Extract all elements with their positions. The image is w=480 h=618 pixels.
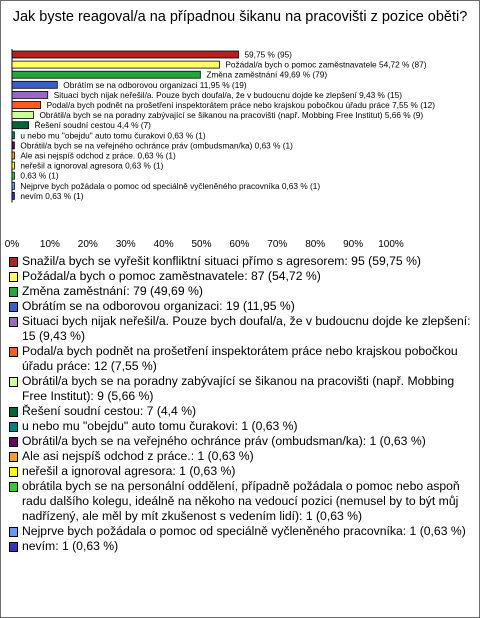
bar-2 bbox=[12, 61, 219, 68]
bar-9 bbox=[12, 132, 14, 139]
data-label-2: Požádal/a bych o pomoc zaměstnavatele 54,72 % (87) bbox=[225, 59, 427, 70]
x-tick-label: 10% bbox=[39, 239, 60, 250]
chart-title: Jak byste reagoval/a na případnou šikanu na pracovišti z pozice oběti? bbox=[12, 9, 468, 25]
legend-label: Řešení soudní cestou: 7 (4,4 %) bbox=[22, 404, 197, 418]
bar-8 bbox=[12, 122, 29, 129]
legend-item bbox=[9, 479, 471, 524]
data-label-9: u nebo mu "obejdu" auto tomu čurakovi 0,63 % (1) bbox=[20, 130, 206, 141]
x-tick-label: 70% bbox=[267, 239, 288, 250]
bar-11 bbox=[12, 152, 14, 159]
legend-item bbox=[9, 299, 471, 314]
bar-6 bbox=[12, 102, 41, 109]
legend-label: neřešil a ignoroval agresora: 1 (0,63 %) bbox=[22, 464, 236, 478]
legend-swatch bbox=[9, 527, 18, 537]
legend-label: nevím: 1 (0,63 %) bbox=[22, 539, 119, 553]
bar-10 bbox=[12, 142, 14, 149]
data-label-1: 59,75 % (95) bbox=[244, 49, 292, 60]
legend-label: Změna zaměstnání: 79 (49,69 %) bbox=[22, 284, 203, 298]
legend-label: Nejprve bych požádala o pomoc od speciálně vyčleněného pracovníka: 1 (0,63 %) bbox=[22, 524, 466, 538]
legend-item bbox=[9, 344, 471, 374]
bar-5 bbox=[12, 91, 48, 98]
legend-label: Obrátím se na odborovou organizaci: 19 (11,95 %) bbox=[22, 299, 295, 313]
legend-swatch bbox=[9, 452, 18, 462]
legend-swatch bbox=[9, 302, 18, 312]
data-label-15: nevím 0,63 % (1) bbox=[20, 190, 84, 201]
bar-13 bbox=[12, 172, 14, 179]
legend-swatch bbox=[9, 347, 18, 357]
legend-item bbox=[9, 449, 471, 464]
data-label-12: neřešil a ignoroval agresora 0,63 % (1) bbox=[20, 160, 164, 171]
x-tick-label: 60% bbox=[229, 239, 250, 250]
legend-swatch bbox=[9, 437, 18, 447]
legend-label: Ale asi nejspíš odchod z práce.: 1 (0,63 %) bbox=[22, 449, 254, 463]
legend-swatch bbox=[9, 422, 18, 432]
bar-7 bbox=[12, 112, 33, 119]
legend-swatch bbox=[9, 317, 18, 327]
x-tick-label: 80% bbox=[305, 239, 326, 250]
data-label-10: Obrátil/a bych se na veřejného ochránce práv (ombudsman/ka) 0,63 % (1) bbox=[20, 140, 293, 151]
legend-label: u nebo mu "obejdu" auto tomu čurakovi: 1 (0,63 %) bbox=[22, 419, 298, 433]
legend-swatch bbox=[9, 272, 18, 282]
data-label-8: Řešení soudní cestou 4,4 % (7) bbox=[34, 120, 151, 131]
legend-swatch bbox=[9, 407, 18, 417]
data-label-7: Obrátil/a bych se na poradny zabývající se šikanou na pracovišti (např. Mobbing Free Institut) 5,66 % (9) bbox=[39, 110, 424, 121]
legend-label: Podal/a bych podnět na prošetření inspektorátem práce nebo krajskou pobočkou úřadu práce: 12 (7,55 %) bbox=[22, 344, 458, 373]
legend-label: obrátila bych se na personální oddělení, případně požádala o pomoc nebo aspoň radu dalšího kolegu, ideálně na někoho na vedoucí pozici (nemusel by to být můj nadřízený, ale měl by mít zkušenost s vedením lidí): 1 (0,63 %) bbox=[22, 479, 460, 523]
x-tick-label: 0% bbox=[4, 239, 20, 250]
x-tick-label: 20% bbox=[77, 239, 98, 250]
legend bbox=[9, 254, 471, 554]
legend-swatch bbox=[9, 542, 18, 552]
legend-item bbox=[9, 314, 471, 344]
bar-3 bbox=[12, 71, 200, 78]
legend-item bbox=[9, 254, 471, 269]
legend-label: Obrátil/a bych se na poradny zabývající se šikanou na pracovišti (např. Mobbing Free Institut): 9 (5,66 %) bbox=[22, 374, 455, 403]
x-tick-label: 90% bbox=[343, 239, 364, 250]
legend-label: Snažil/a bych se vyřešit konfliktní situaci přímo s agresorem: 95 (59,75 %) bbox=[22, 254, 421, 268]
legend-item bbox=[9, 284, 471, 299]
legend-swatch bbox=[9, 377, 18, 387]
data-label-14: Nejprve bych požádala o pomoc od speciálně vyčleněného pracovníka 0,63 % (1) bbox=[20, 180, 321, 191]
bar-chart bbox=[1, 1, 479, 251]
bar-1 bbox=[12, 51, 238, 58]
bar-15 bbox=[12, 192, 14, 199]
bar-14 bbox=[12, 182, 14, 189]
legend-swatch bbox=[9, 467, 18, 477]
x-tick-label: 30% bbox=[115, 239, 136, 250]
legend-item bbox=[9, 539, 471, 554]
data-label-13: 0,63 % (1) bbox=[20, 170, 59, 181]
legend-item bbox=[9, 524, 471, 539]
legend-item bbox=[9, 374, 471, 404]
legend-item bbox=[9, 464, 471, 479]
x-tick-label: 40% bbox=[153, 239, 174, 250]
x-tick-label: 50% bbox=[191, 239, 212, 250]
legend-item bbox=[9, 419, 471, 434]
legend-swatch bbox=[9, 482, 18, 492]
bar-12 bbox=[12, 162, 14, 169]
legend-item bbox=[9, 269, 471, 284]
legend-item bbox=[9, 434, 471, 449]
legend-label: Situaci bych nijak neřešil/a. Pouze bych doufal/a, že v budoucnu dojde ke zlepšení: 15 (9,43 %) bbox=[22, 314, 471, 343]
data-label-6: Podal/a bych podnět na prošetření inspektorátem práce nebo krajskou pobočkou úřadu práce 7,55 % (12) bbox=[46, 100, 435, 110]
legend-swatch bbox=[9, 287, 18, 297]
legend-label: Požádal/a bych o pomoc zaměstnavatele: 87 (54,72 %) bbox=[22, 269, 321, 283]
data-label-5: Situaci bych nijak neřešil/a. Pouze bych doufal/a, že v budoucnu dojde ke zlepšení 9,43 % (15) bbox=[53, 89, 402, 100]
x-tick-label: 100% bbox=[378, 239, 404, 250]
legend-swatch bbox=[9, 257, 18, 267]
legend-item bbox=[9, 404, 471, 419]
bar-4 bbox=[12, 81, 57, 88]
data-label-3: Změna zaměstnání 49,69 % (79) bbox=[206, 69, 328, 80]
data-label-4: Obrátím se na odborovou organizaci 11,95 % (19) bbox=[63, 79, 247, 90]
legend-label: Obrátil/a bych se na veřejného ochránce práv (ombudsman/ka): 1 (0,63 %) bbox=[22, 434, 426, 448]
data-label-11: Ale asi nejspíš odchod z práce. 0,63 % (1) bbox=[20, 150, 176, 161]
